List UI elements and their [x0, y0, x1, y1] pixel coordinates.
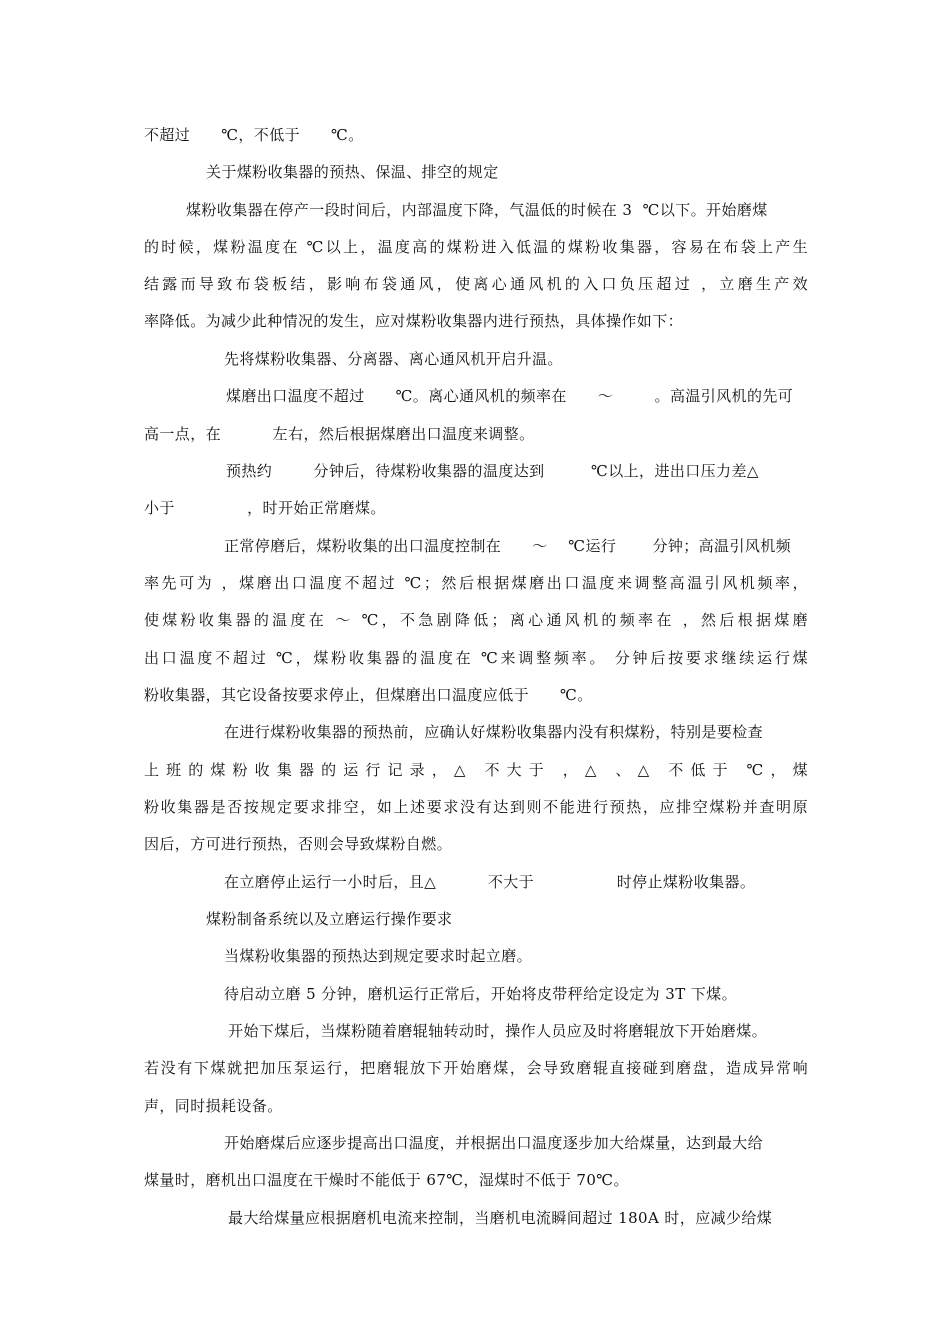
text-line: 的时候，煤粉温度在 ℃以上，温度高的煤粉进入低温的煤粉收集器，容易在布袋上产生: [144, 238, 808, 256]
text-line: 粉收集器是否按规定要求排空，如上述要求没有达到则不能进行预热，应排空煤粉并查明原: [144, 798, 808, 816]
section-heading: 煤粉制备系统以及立磨运行操作要求: [206, 910, 453, 928]
text-line: 上班的煤粉收集器的运行记录，△ 不大于 ，△ 、△ 不低于 ℃，煤: [144, 761, 808, 779]
text-line: 煤磨出口温度不超过 ℃。离心通风机的频率在 ～ 。高温引风机的先可: [226, 387, 794, 405]
text-line: 待启动立磨 5 分钟，磨机运行正常后，开始将皮带秤给定设定为 3T 下煤。: [224, 985, 737, 1003]
text-line: 开始磨煤后应逐步提高出口温度，并根据出口温度逐步加大给煤量，达到最大给: [224, 1134, 764, 1152]
text-line: 若没有下煤就把加压泵运行，把磨辊放下开始磨煤，会导致磨辊直接碰到磨盘，造成异常响: [144, 1059, 808, 1077]
text-line: 使煤粉收集器的温度在 ～ ℃，不急剧降低；离心通风机的频率在 ，然后根据煤磨: [144, 611, 808, 629]
text-line: 当煤粉收集器的预热达到规定要求时起立磨。: [224, 947, 533, 965]
text-line: 正常停磨后，煤粉收集的出口温度控制在 ～ ℃运行 分钟；高温引风机频: [224, 537, 792, 555]
text-line: 煤量时，磨机出口温度在干燥时不能低于 67℃，湿煤时不低于 70℃。: [144, 1171, 629, 1189]
text-line: 先将煤粉收集器、分离器、离心通风机开启升温。: [224, 350, 563, 368]
text-line: 因后，方可进行预热，否则会导致煤粉自燃。: [144, 835, 453, 853]
text-line: 率降低。为减少此种情况的发生，应对煤粉收集器内进行预热，具体操作如下：: [144, 312, 684, 330]
text-line: 煤粉收集器在停产一段时间后，内部温度下降，气温低的时候在 3 ℃以下。开始磨煤: [186, 201, 768, 219]
text-line: 结露而导致布袋板结，影响布袋通风，使离心通风机的入口负压超过 ，立磨生产效: [144, 275, 808, 293]
text-line: 开始下煤后，当煤粉随着磨辊轴转动时，操作人员应及时将磨辊放下开始磨煤。: [228, 1022, 768, 1040]
text-line: 在进行煤粉收集器的预热前，应确认好煤粉收集器内没有积煤粉，特别是要检查: [224, 723, 764, 741]
text-line: 粉收集器，其它设备按要求停止，但煤磨出口温度应低于 ℃。: [144, 686, 593, 704]
text-line: 率先可为 ，煤磨出口温度不超过 ℃；然后根据煤磨出口温度来调整高温引风机频率，: [144, 574, 808, 592]
section-heading: 关于煤粉收集器的预热、保温、排空的规定: [206, 163, 499, 181]
text-line: 不超过 ℃，不低于 ℃。: [144, 126, 364, 144]
text-line: 在立磨停止运行一小时后，且△ 不大于 时停止煤粉收集器。: [224, 873, 756, 891]
text-line: 高一点，在 左右，然后根据煤磨出口温度来调整。: [144, 425, 535, 443]
text-line: 出口温度不超过 ℃，煤粉收集器的温度在 ℃来调整频率。 分钟后按要求继续运行煤: [144, 649, 808, 667]
text-line: 小于 ，时开始正常磨煤。: [144, 499, 386, 517]
text-line: 最大给煤量应根据磨机电流来控制，当磨机电流瞬间超过 180A 时，应减少给煤: [228, 1209, 773, 1227]
text-line: 声，同时损耗设备。: [144, 1097, 283, 1115]
text-line: 预热约 分钟后，待煤粉收集器的温度达到 ℃以上，进出口压力差△: [226, 462, 759, 480]
